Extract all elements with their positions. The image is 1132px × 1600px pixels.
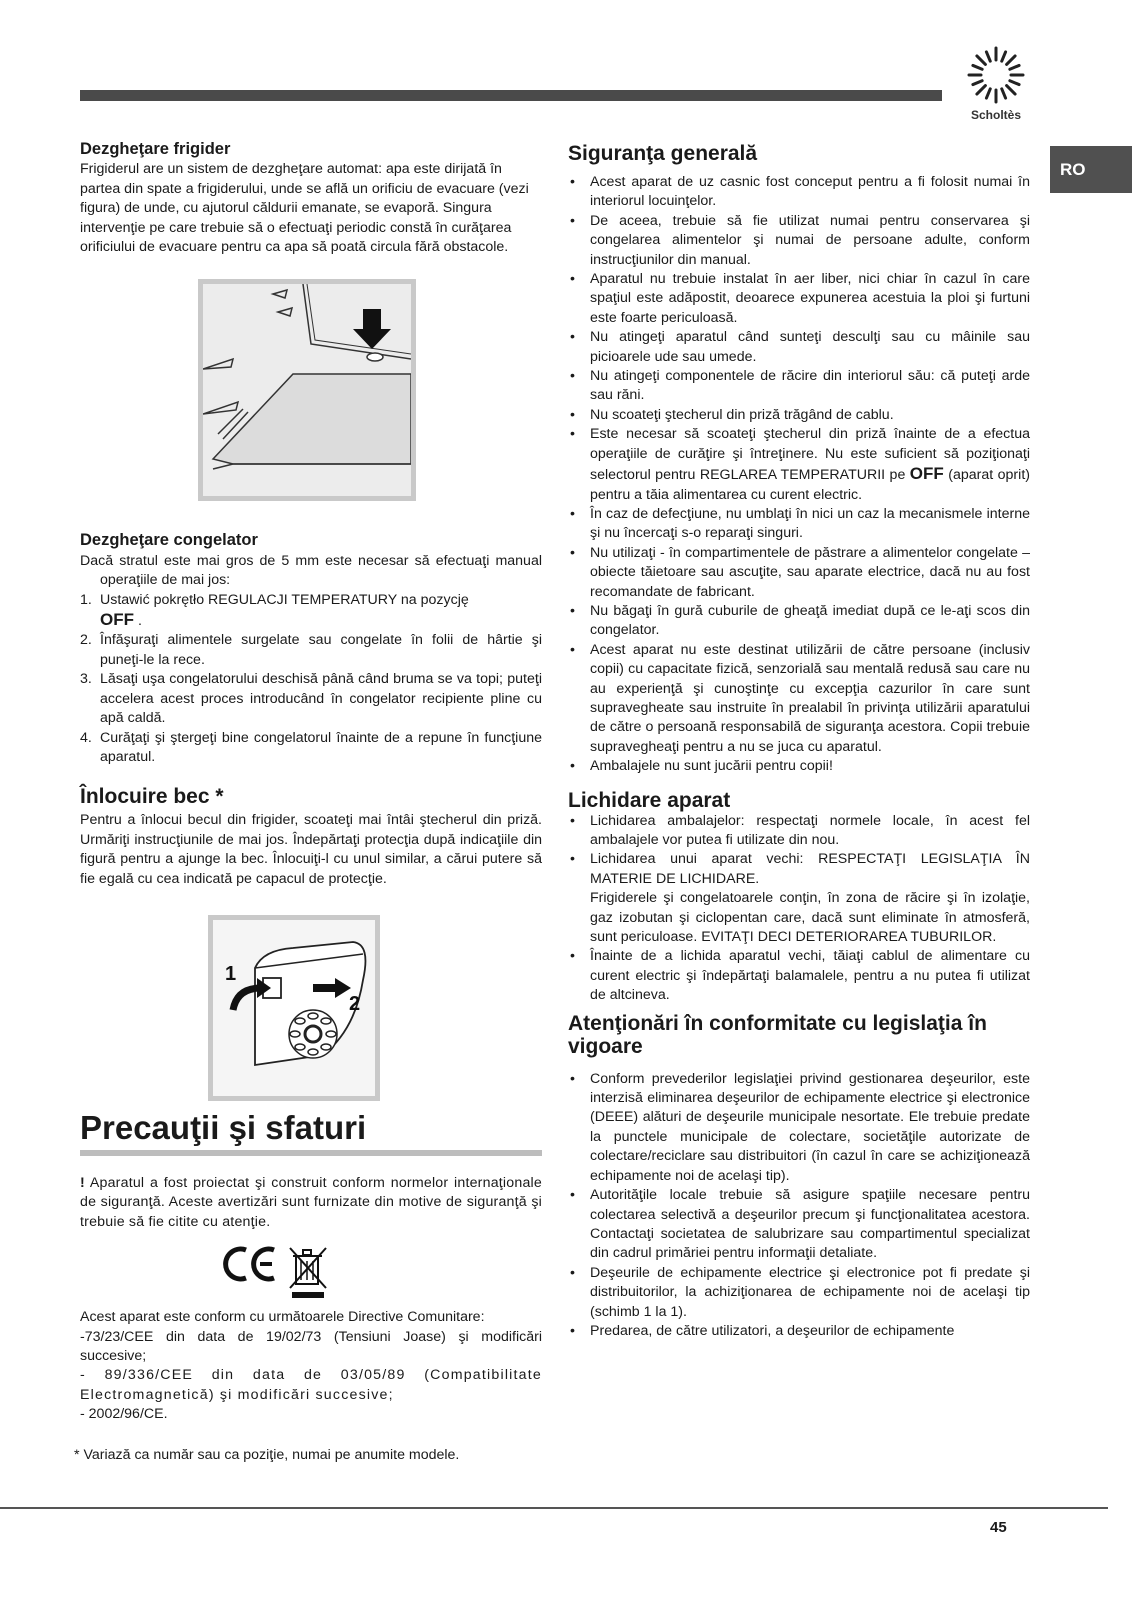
list-item: • Acest aparat de uz casnic fost conceput pentru a fi folosit numai în interiorul locuinţelor. [570, 174, 1030, 210]
bulb-cover-figure [208, 915, 380, 1101]
directive-line: -73/23/CEE din data de 19/02/73 (Tensiuni Joase) şi modificări succesive; [80, 1328, 542, 1364]
bulb-fig-label-2: 2 [349, 992, 361, 1015]
warning-mark: ! [80, 1174, 85, 1191]
list-item: 1. Ustawić pokrętło REGULACJI TEMPERATURY na pozycję OFF . [80, 591, 469, 630]
left-column [80, 140, 542, 1425]
list-item: • De aceea, trebuie să fie utilizat numai pentru conservarea şi congelarea alimentelor şi numai de persoane adulte, conform instrucţiunilor din manual. [570, 212, 1030, 268]
bulb-text: Pentru a înlocui becul din frigider, scoateţi mai întâi ştecherul din priză. Urmăriţi instrucţiunile de mai jos. Îndepărtaţi protecţia după indicaţiile din figură pentru a ajunge la bec. Înlocuiţi-l cu unul similar, a cărui putere să fie egală cu cea indicată pe capacul de protecţie. [80, 812, 542, 887]
disposal-title: Lichidare aparat [568, 788, 731, 812]
precautions-title: Precauţii şi sfaturi [80, 1109, 542, 1156]
list-item: • Nu atingeţi componentele de răcire din interiorul său: că puteţi arde sau răni. [570, 368, 1030, 404]
brand-name: Scholtès [970, 108, 1021, 122]
list-item: • Conform prevederilor legislaţiei privind gestionarea deşeurilor, este interzisă eliminarea deşeurilor de echipamente electrice şi electronice (DEEE) alături de deşeurile municipale nesortate. Ele trebuie predate la punctele municipale de colectare, societăţile autorizate de colectare/reciclare sau distribuitori (în cazul în care se achiziţionează echipamente noi de acelaşi tip). [570, 1070, 1030, 1184]
list-item: 2. Înfăşuraţi alimentele surgelate sau congelate în folii de hârtie şi puneţi-le la rece. [80, 632, 542, 668]
list-item: • Înainte de a lichida aparatul vechi, tăiaţi cablul de alimentare cu curent electric şi îndepărtaţi balamalele, pentru a nu putea fi utilizat de altcineva. [570, 948, 1030, 1004]
weee-crossed-bin-icon [286, 1244, 330, 1300]
defrost-steps-list [80, 591, 542, 768]
list-item: • Ambalajele nu sunt jucării pentru copii! [570, 758, 833, 775]
defrost-fridge-title: Dezgheţare frigider [80, 140, 231, 158]
bulb-title: Înlocuire bec * [80, 785, 224, 809]
safety-list [568, 173, 1030, 777]
off-label: OFF [909, 464, 944, 484]
bulb-fig-label-1: 1 [225, 962, 237, 985]
page-number: 45 [990, 1519, 1007, 1536]
fridge-drain-figure [198, 279, 416, 501]
legal-title: Atenţionări în conformitate cu legislaţia în vigoare [568, 1011, 987, 1058]
list-item: • Lichidarea unui aparat vechi: RESPECTAŢI LEGISLAŢIA ÎN MATERIE DE LICHIDARE. Frigiderele şi congelatoarele conţin, în zona de răcire şi în izolaţie, gaz izobutan şi ciclopentan care, dacă sunt eliminate în atmosferă, sunt periculoase. EVITAŢI DECI DETERIORAREA TUBURILOR. [570, 851, 1030, 946]
certification-marks [80, 1244, 542, 1300]
list-item: • Nu utilizaţi - în compartimentele de păstrare a alimentelor congelate – obiecte tăietoare sau ascuţite, sau aparate electrice, dacă nu au fost recomandate de fabricant. [570, 544, 1030, 600]
disposal-list [568, 812, 1030, 1006]
list-item: • Predarea, de către utilizatori, a deşeurilor de echipamente [570, 1322, 955, 1339]
directive-line: - 2002/96/CE. [80, 1406, 168, 1423]
ce-mark-icon [222, 1244, 278, 1284]
list-item: • Nu scoateţi ştecherul din priză trăgând de cablu. [570, 406, 894, 423]
off-label: OFF [100, 610, 134, 630]
legal-list [568, 1070, 1030, 1342]
directive-line: Acest aparat este conform cu următoarele Directive Comunitare: [80, 1309, 485, 1326]
language-tab: RO [1050, 146, 1132, 193]
list-item: 3. Lăsaţi uşa congelatorului deschisă până când bruma se va topi; puteţi accelera acest proces introducând în congelator recipiente pline cu apă caldă. [80, 671, 542, 727]
list-item: 4. Curăţaţi şi ştergeţi bine congelatorul înainte de a repune în funcţiune aparatul. [80, 729, 542, 765]
fridge-drain-illustration [203, 284, 411, 496]
list-item: • Nu atingeţi aparatul când sunteţi desculţi sau cu mâinile sau picioarele ude sau umede. [570, 329, 1030, 365]
list-item: • Lichidarea ambalajelor: respectaţi normele locale, în acest fel ambalajele vor putea fi utilizate din nou. [570, 812, 1030, 848]
list-item: • Acest aparat nu este destinat utilizării de către persoane (inclusiv copii) cu capacitate fizică, senzorială sau mentală redusă sau care nu au experienţă şi cunoştinţe cu excepţia cazurilor în care sunt supravegheate sau instruite în prealabil în privinţa utilizării aparatului de către o persoană responsabilă de siguranţa acestora. Copii trebuie supravegheaţi pentru a nu se juca cu aparatul. [570, 641, 1030, 755]
list-item: • Deşeurile de echipamente electrice şi electronice pot fi predate şi distribuitorilor, la achiziţionarea de echipamente noi de acelaşi tip (schimb 1 la 1). [570, 1264, 1030, 1320]
list-item: • În caz de defecţiune, nu umblaţi în nici un caz la mecanismele interne şi nu încercaţi s-o reparaţi singuri. [570, 505, 1030, 542]
directive-line: - 89/336/CEE din data de 03/05/89 (Compatibilitate Electromagnetică) şi modificări succesive; [80, 1367, 542, 1403]
bulb-cover-illustration [213, 920, 375, 1096]
precautions-text: ! Aparatul a fost proiectat şi construit conform normelor internaţionale de siguranţă. Aceste avertizări sunt furnizate din motive de siguranţă şi trebuie să fie citite cu atenţie. [80, 1174, 542, 1230]
list-item: • Aparatul nu trebuie instalat în aer liber, nici chiar în cazul în care spaţiul este adăpostit, deoarece expunerea acestuia la ploi şi furtuni este foarte periculoasă. [570, 271, 1030, 326]
footnote: * Variază ca număr sau ca poziţie, numai pe anumite modele. [74, 1447, 460, 1463]
safety-title: Siguranţa generală [568, 142, 758, 165]
defrost-freezer-intro: Dacă stratul este mai gros de 5 mm este necesar să efectuaţi manual operaţiile de mai jos: [80, 552, 542, 589]
header-rule [80, 90, 942, 101]
defrost-fridge-text: Frigiderul are un sistem de dezgheţare automat: apa este dirijată în partea din spate a frigiderului, unde se află un orificiu de evacuare (vezi figura) de unde, cu ajutorul căldurii emanate, se evaporă. Singura intervenţie pe care trebuie să o efectuaţi periodic constă în curăţarea orificiului de evacuare pentru ca apa să poată circula fără obstacole. [80, 161, 529, 256]
list-item: • Nu băgaţi în gură cuburile de gheaţă imediat după ce le-aţi scos din congelator. [570, 602, 1030, 639]
defrost-freezer-title: Dezgheţare congelator [80, 531, 258, 550]
right-column [568, 140, 1030, 1341]
footer-rule [0, 1507, 1108, 1509]
sun-rays-icon [965, 44, 1027, 106]
list-item: • Autorităţile locale trebuie să asigure spaţiile necesare pentru colectarea selectivă a deşeurilor precum şi funcţionalitatea acestora. Contactaţi societatea de salubrizare sau compartimentul specializat din cadrul primăriei pentru informaţii detaliate. [570, 1187, 1030, 1262]
list-item: • Este necesar să scoateţi ştecherul din priză înainte de a efectua operaţiile de curăţire şi întreţinere. Nu este suficient să poziţionaţi selectorul pentru REGLAREA TEMPERATURII pe OFF (aparat oprit) pentru a tăia alimentarea cu curent electric. [570, 426, 1030, 503]
brand-logo [960, 44, 1032, 134]
